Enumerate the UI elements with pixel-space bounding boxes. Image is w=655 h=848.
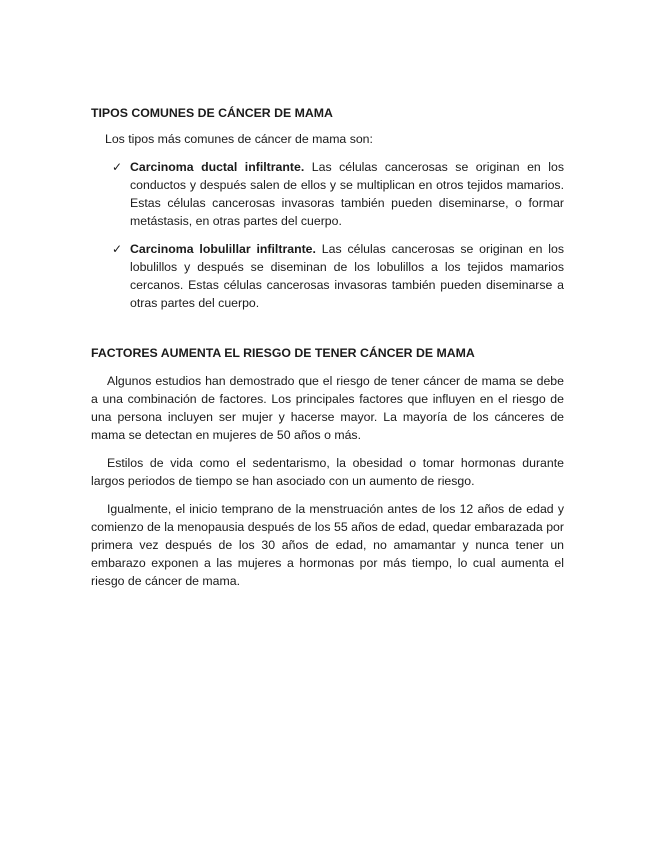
paragraph: Estilos de vida como el sedentarismo, la obesidad o tomar hormonas durante largos periodos de tiempo se han asociado con un aumento de riesgo.	[91, 456, 564, 488]
cancer-types-list	[91, 158, 564, 312]
bullet-term: Carcinoma ductal infiltrante.	[130, 160, 305, 174]
section-heading-tipos: TIPOS COMUNES DE CÁNCER DE MAMA	[91, 106, 333, 120]
checkmark-icon: ✓	[112, 242, 123, 256]
bullet-text: Las células cancerosas se originan en los conductos y después salen de ellos y se multiplican en otros tejidos mamarios. Estas células cancerosas invasoras también pueden diseminarse, o formar metástasis, en otras partes del cuerpo.	[130, 160, 564, 228]
list-item	[91, 240, 564, 312]
checkmark-icon: ✓	[112, 160, 123, 174]
bullet-text: Las células cancerosas se originan en los lobulillos y después se diseminan de los lobulillos a los tejidos mamarios cercanos. Estas células cancerosas invasoras también pueden diseminarse a otras partes del cuerpo.	[130, 242, 564, 310]
list-item	[91, 158, 564, 230]
bullet-term: Carcinoma lobulillar infiltrante.	[130, 242, 316, 256]
section-intro: Los tipos más comunes de cáncer de mama son:	[105, 132, 373, 146]
paragraph: Algunos estudios han demostrado que el riesgo de tener cáncer de mama se debe a una combinación de factores. Los principales factores que influyen en el riesgo de una persona incluyen ser mujer y hacerse mayor. La mayoría de los cánceres de mama se detectan en mujeres de 50 años o más.	[91, 374, 564, 442]
paragraph: Igualmente, el inicio temprano de la menstruación antes de los 12 años de edad y comienzo de la menopausia después de los 55 años de edad, quedar embarazada por primera vez después de los 30 años de edad, no amamantar y nunca tener un embarazo exponen a las mujeres a hormonas por más tiempo, lo cual aumenta el riesgo de cáncer de mama.	[91, 502, 564, 588]
section-heading-factores: FACTORES AUMENTA EL RIESGO DE TENER CÁNCER DE MAMA	[91, 346, 475, 360]
document-content	[91, 104, 564, 590]
